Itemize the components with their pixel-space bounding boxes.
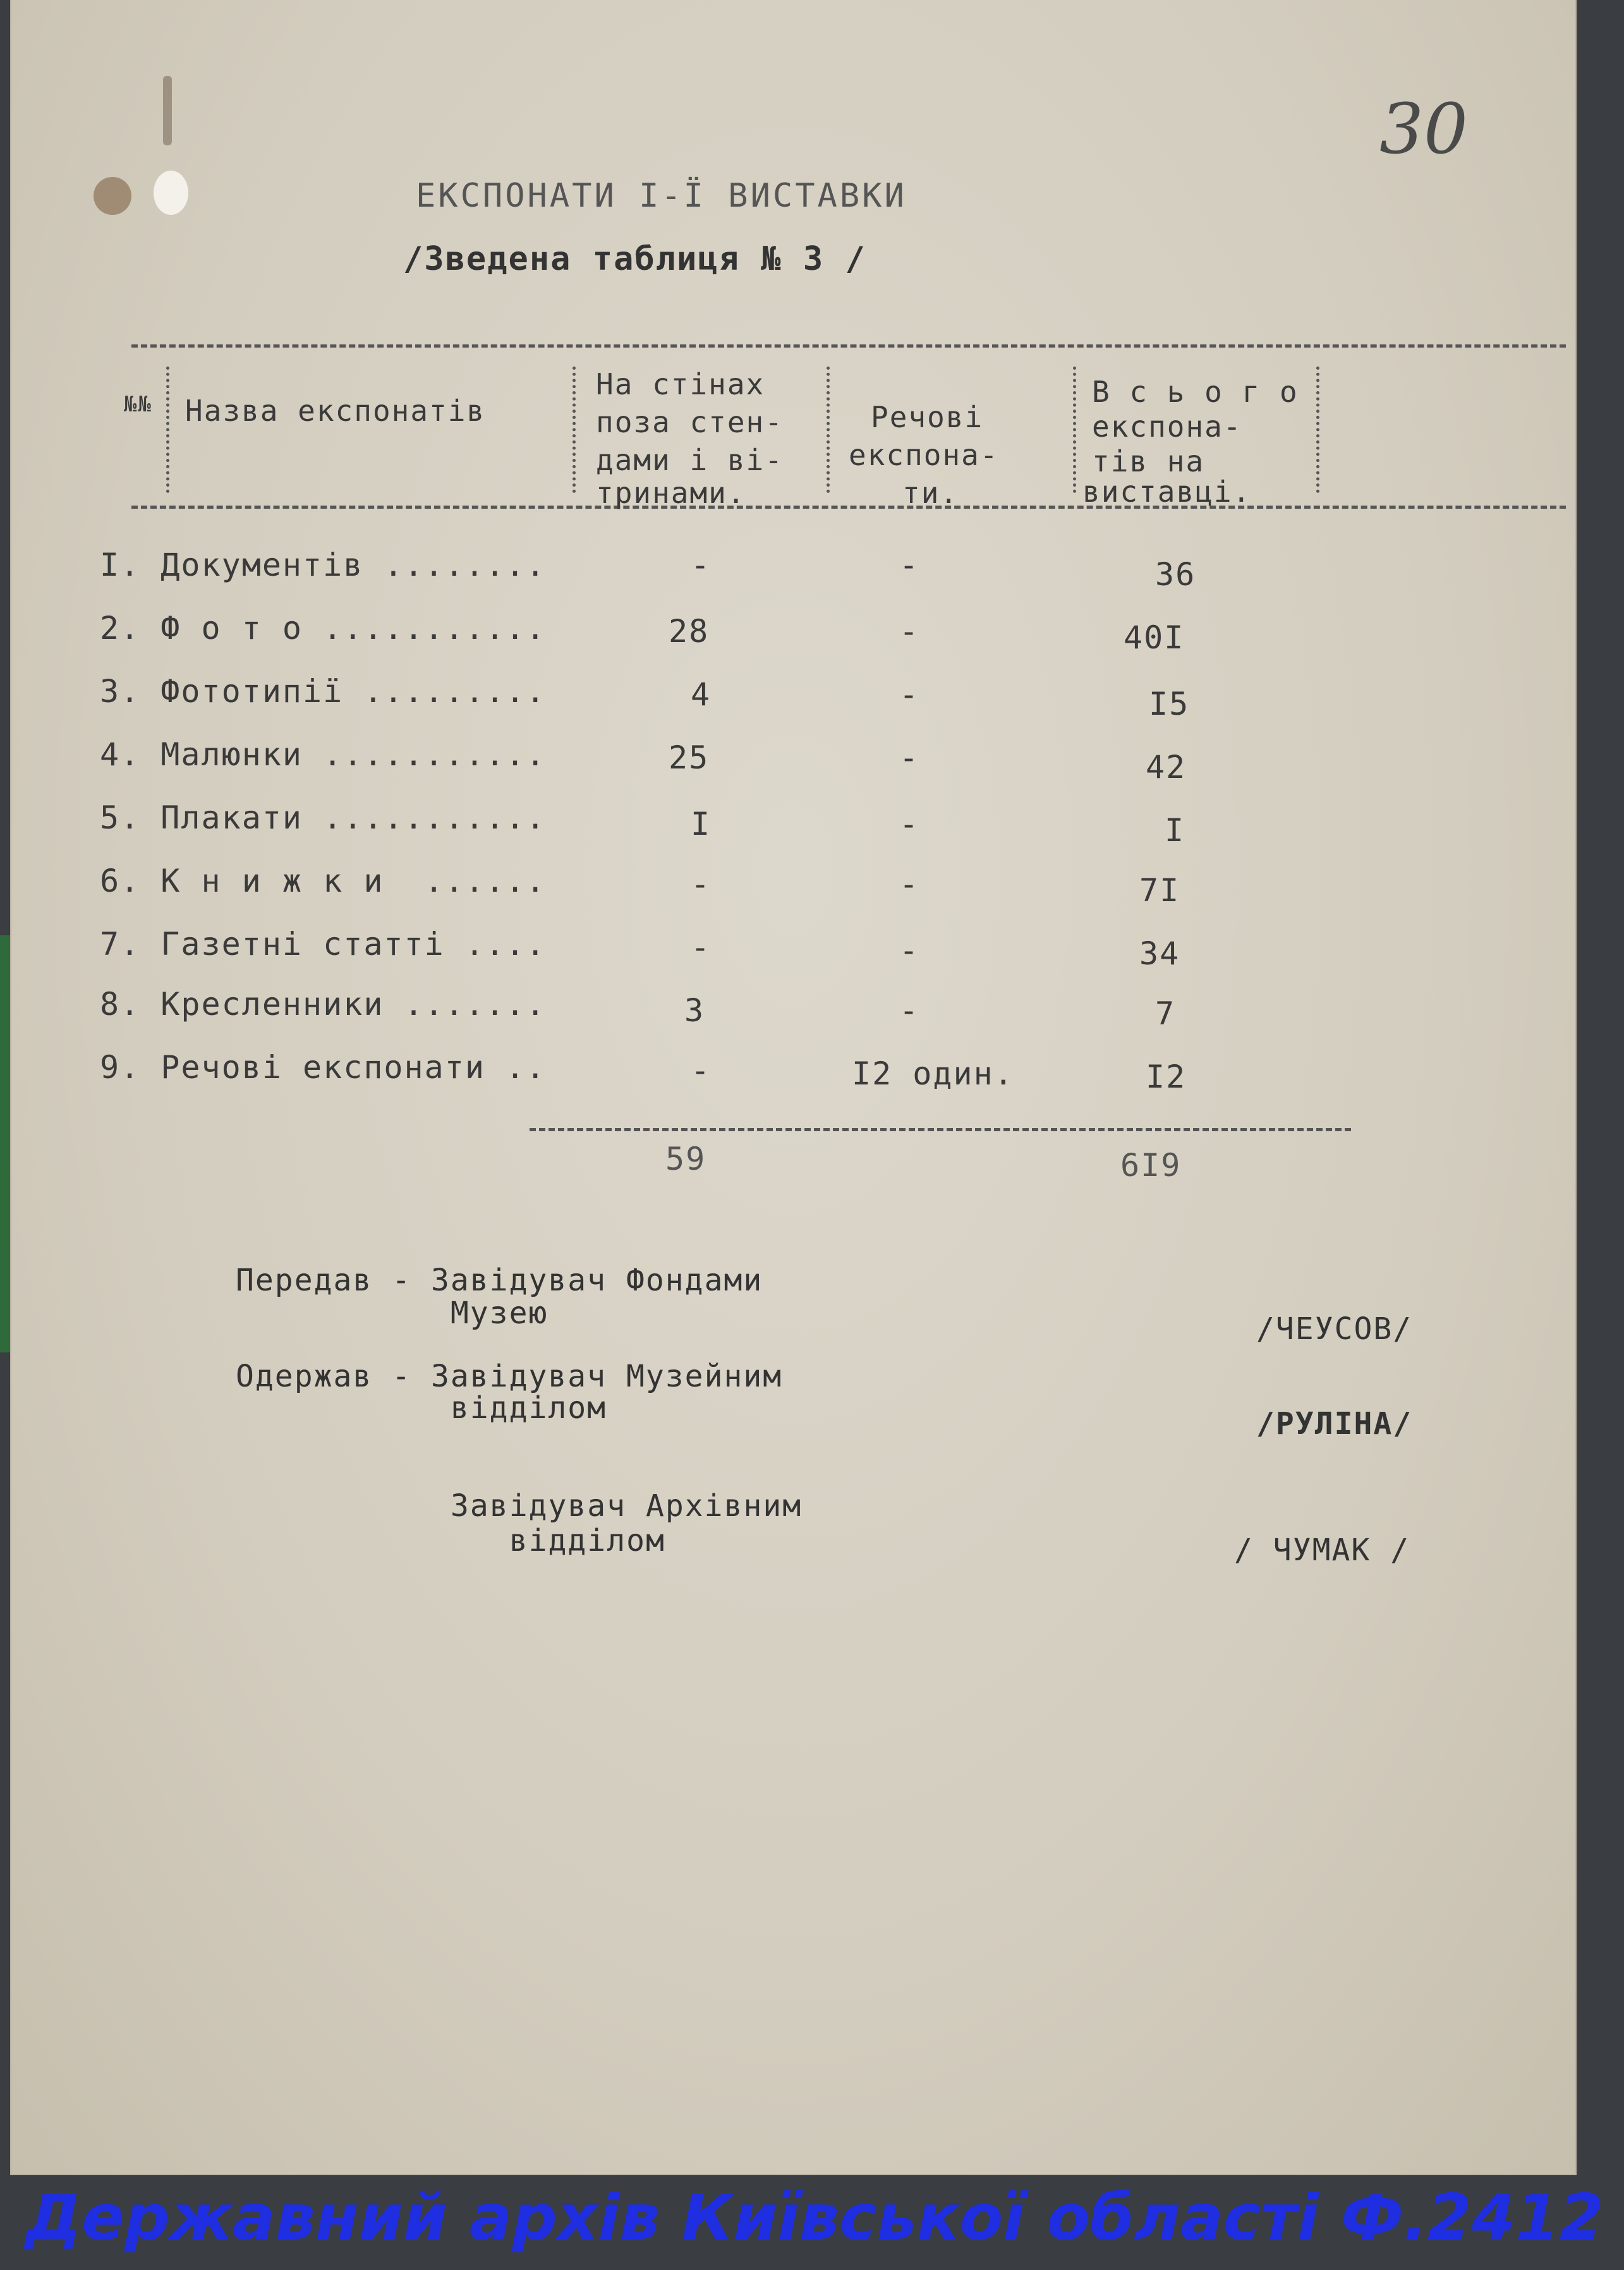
signature-line: Одержав - Завідувач Музейним: [236, 1359, 783, 1394]
signature-line: Передав - Завідувач Фондами: [236, 1263, 763, 1298]
header-number: №№: [124, 392, 152, 417]
punch-hole: [154, 171, 188, 215]
row-walls: -: [691, 1052, 712, 1089]
row-items: -: [899, 992, 920, 1029]
row-label: 9. Речові експонати ..: [100, 1049, 547, 1086]
signature-line: відділом: [451, 1523, 665, 1558]
page-number: 30: [1379, 88, 1468, 169]
edge-green-strip: [0, 935, 10, 1352]
row-walls: -: [691, 866, 712, 902]
row-total: 36: [1155, 556, 1196, 593]
row-label: 7. Газетні статті ....: [100, 926, 547, 962]
signature-line: відділом: [236, 1390, 607, 1426]
row-walls: -: [691, 547, 712, 583]
row-label: 2. Ф о т о ...........: [100, 610, 547, 646]
signatory-name: / ЧУМАК /: [1234, 1533, 1410, 1568]
row-items: -: [899, 806, 920, 842]
column-divider: [1316, 367, 1319, 493]
row-items: І2 один.: [852, 1055, 1014, 1092]
row-walls: 28: [669, 613, 710, 650]
row-walls: 25: [669, 739, 710, 776]
row-total: І: [1165, 812, 1185, 849]
header-items-line: ти.: [902, 476, 959, 510]
rust-stain: [163, 76, 172, 145]
header-items-line: експона-: [849, 438, 999, 472]
signature-line: Музею: [236, 1296, 548, 1331]
row-items: -: [899, 739, 920, 776]
header-walls-line: На стінах: [596, 367, 765, 401]
signatory-name: /РУЛІНА/: [1256, 1406, 1413, 1442]
sum-rule: [530, 1128, 1351, 1131]
row-items: -: [899, 676, 920, 713]
row-total: 34: [1139, 935, 1180, 972]
row-total: 7І: [1139, 872, 1180, 909]
row-items: -: [899, 613, 920, 650]
row-walls: 4: [691, 676, 712, 713]
header-name: Назва експонатів: [185, 394, 486, 428]
row-items: -: [899, 866, 920, 902]
sum-total: 6І9: [1120, 1147, 1182, 1184]
document-subtitle: /Зведена таблиця № 3 /: [403, 240, 866, 278]
column-divider: [166, 367, 169, 493]
document-page: [11, 0, 1575, 2174]
rust-stain: [94, 177, 131, 215]
header-walls-line: дами і ві-: [596, 443, 784, 477]
row-total: 42: [1146, 749, 1187, 786]
row-total: І5: [1149, 686, 1190, 722]
header-total-line: тів на: [1092, 444, 1205, 478]
row-walls: -: [691, 929, 712, 966]
signatory-name: /ЧЕУСОВ/: [1256, 1311, 1413, 1347]
header-total-line: експона-: [1092, 410, 1242, 444]
header-walls-line: тринами.: [596, 476, 746, 510]
header-walls-line: поза стен-: [596, 405, 784, 439]
row-items: -: [899, 547, 920, 583]
row-total: 40І: [1124, 619, 1185, 656]
document-title: ЕКСПОНАТИ І-Ї ВИСТАВКИ: [416, 177, 907, 215]
row-total: 7: [1155, 995, 1176, 1032]
sum-walls: 59: [665, 1141, 706, 1177]
row-items: -: [899, 932, 920, 969]
row-label: 6. К н и ж к и ......: [100, 863, 547, 899]
row-label: 8. Кресленники .......: [100, 986, 547, 1023]
row-label: 3. Фототипії .........: [100, 673, 547, 710]
column-divider: [1073, 367, 1076, 493]
table-top-rule: [131, 344, 1566, 348]
row-label: 5. Плакати ...........: [100, 799, 547, 836]
header-total-line: В с ь о г о: [1092, 375, 1299, 409]
row-walls: 3: [684, 992, 705, 1029]
column-divider: [827, 367, 830, 493]
header-total-line: виставці.: [1082, 475, 1252, 509]
header-items-line: Речові: [871, 400, 984, 434]
row-walls: І: [691, 806, 712, 842]
row-total: І2: [1146, 1059, 1187, 1095]
table-header-rule: [131, 506, 1566, 509]
archive-watermark: Державний архів Київської області Ф.2412: [25, 2180, 1604, 2254]
row-label: І. Документів ........: [100, 547, 547, 583]
signature-line: Завідувач Архівним: [451, 1488, 803, 1524]
row-label: 4. Малюнки ...........: [100, 736, 547, 773]
column-divider: [573, 367, 576, 493]
